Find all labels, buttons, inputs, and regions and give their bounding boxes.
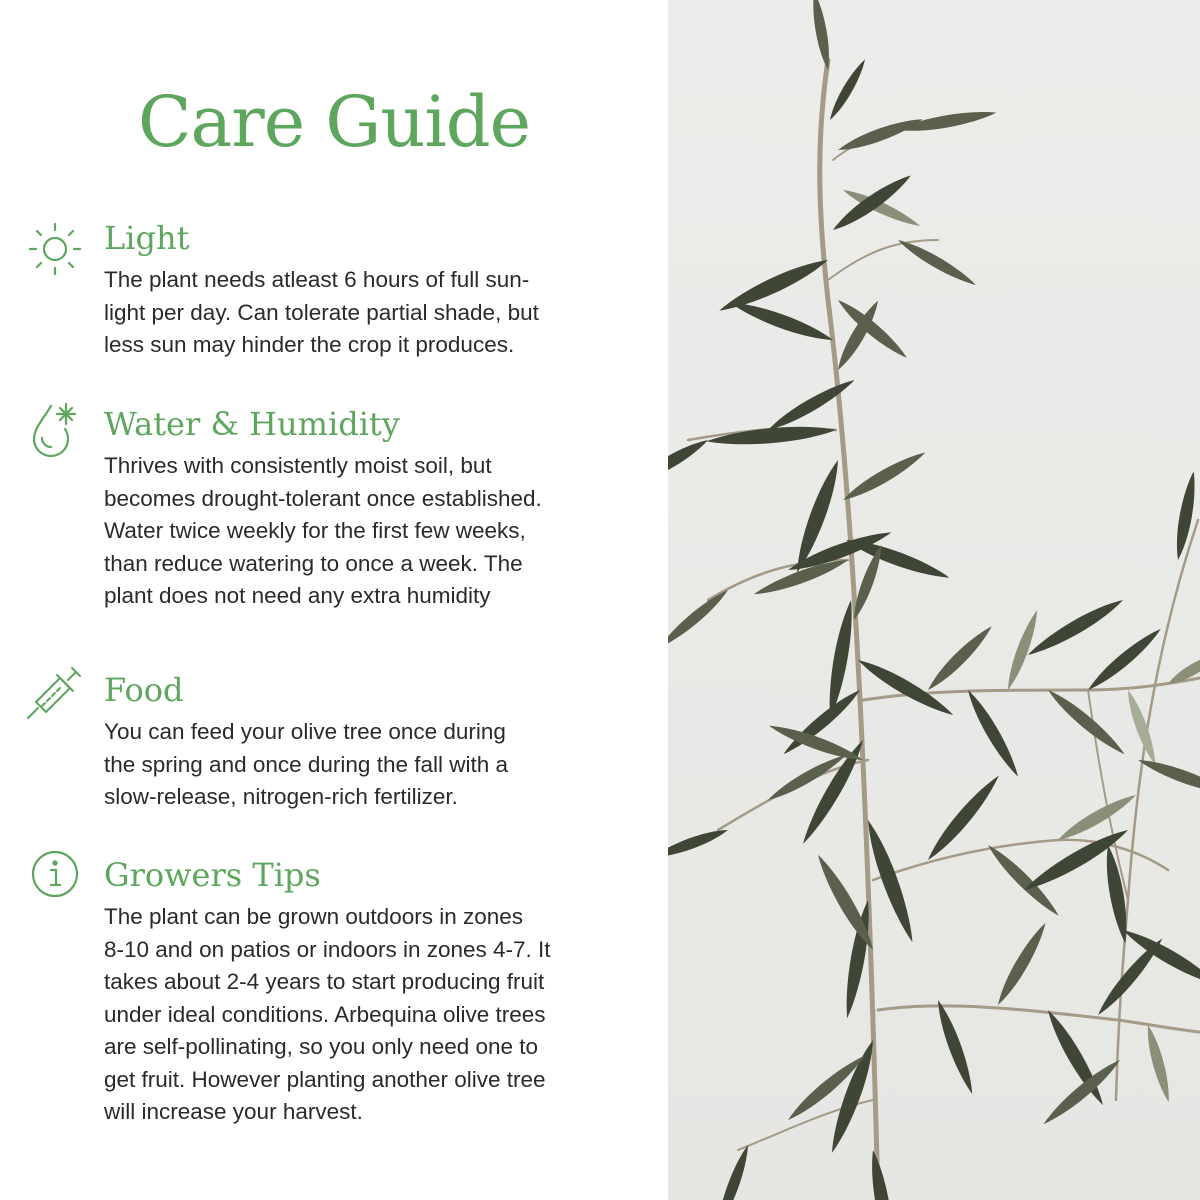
section-heading: Food	[104, 671, 184, 709]
section-heading: Growers Tips	[104, 856, 321, 894]
section-body: The plant can be grown outdoors in zones 8-10 and on patios or indoors in zones 4-7. It takes about 2-4 years to start producing fruit under ideal conditions. Arbequina olive trees are self-pollinating, so you only need one to get fruit. However planting another olive tree will increase your harvest.	[104, 904, 551, 1124]
olive-branch-illustration	[668, 0, 1200, 1200]
section-heading: Water & Humidity	[104, 405, 400, 443]
info-icon	[24, 843, 86, 905]
section-heading: Light	[104, 219, 190, 257]
section-body: You can feed your olive tree once during the spring and once during the fall with a slow-release, nitrogen-rich fertilizer.	[104, 719, 509, 809]
page-title: Care Guide	[137, 81, 531, 163]
sun-icon	[24, 216, 86, 278]
syringe-icon	[24, 662, 86, 724]
olive-branch-photo	[668, 0, 1200, 1200]
section-body: Thrives with consistently moist soil, but becomes drought-tolerant once established. Water twice weekly for the first few weeks, than reduce watering to once a week. The plant does not need any extra humidity	[104, 453, 542, 608]
water-drop-icon	[24, 398, 86, 460]
section-body: The plant needs atleast 6 hours of full sun- light per day. Can tolerate partial shade, but less sun may hinder the crop it produces.	[104, 267, 539, 357]
